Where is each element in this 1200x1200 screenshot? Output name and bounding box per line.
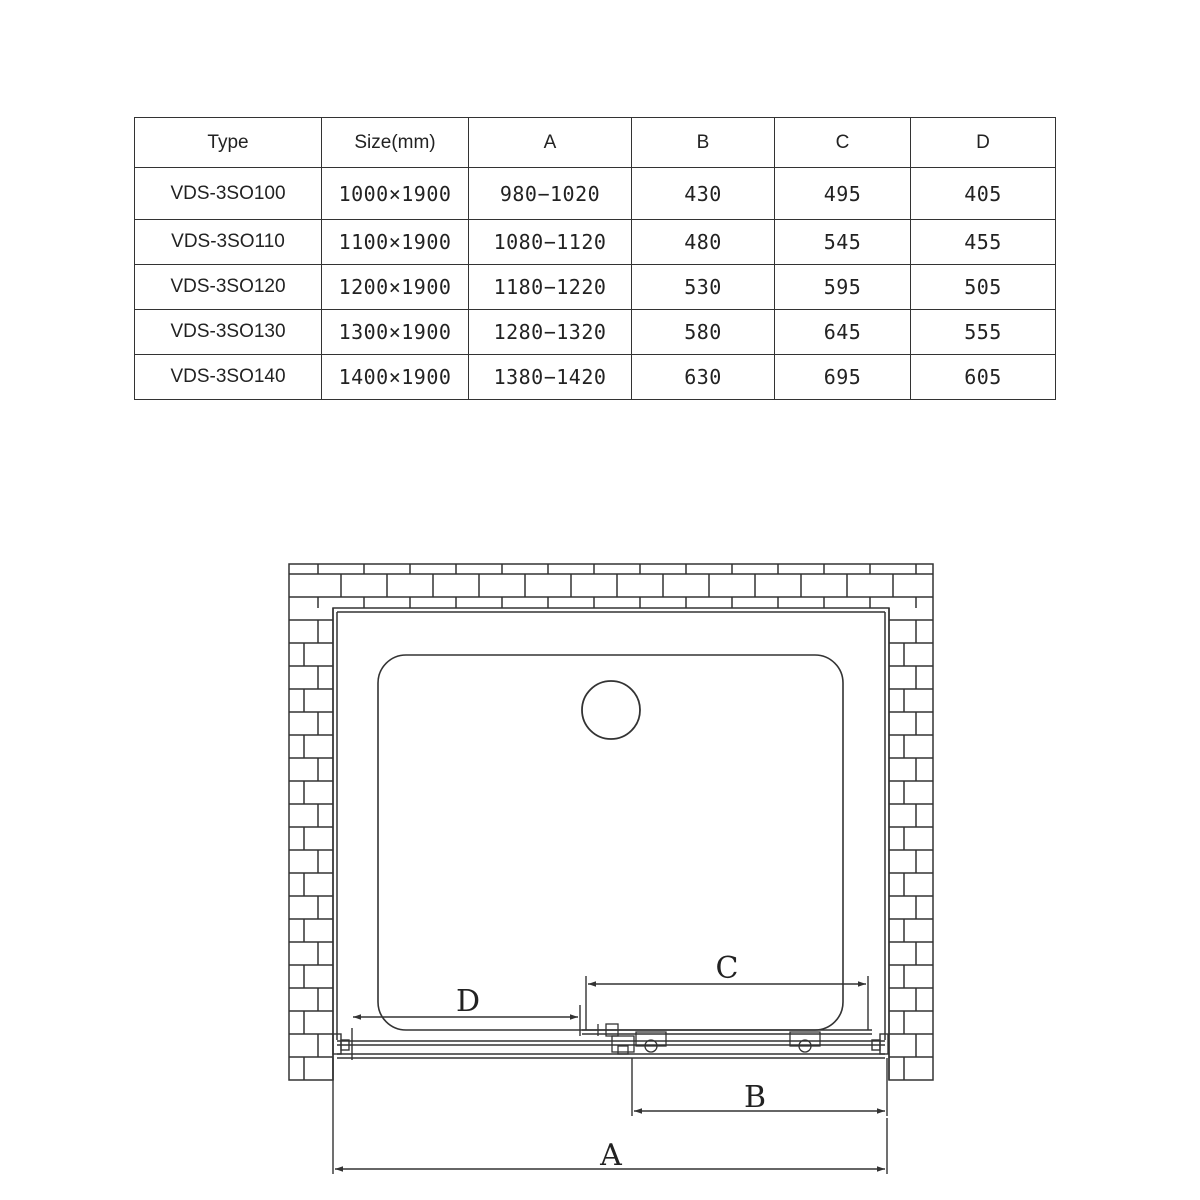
cell-a: 1080−1120 bbox=[469, 220, 632, 265]
cell-size: 1400×1900 bbox=[322, 355, 469, 400]
cell-size: 1000×1900 bbox=[322, 168, 469, 220]
header-a: A bbox=[469, 118, 632, 168]
cell-b: 530 bbox=[632, 265, 775, 310]
header-d: D bbox=[911, 118, 1056, 168]
cell-a: 1280−1320 bbox=[469, 310, 632, 355]
header-size: Size(mm) bbox=[322, 118, 469, 168]
cell-a: 980−1020 bbox=[469, 168, 632, 220]
dimension-b-label: B bbox=[743, 1080, 767, 1115]
drain-icon bbox=[582, 681, 640, 739]
cell-size: 1100×1900 bbox=[322, 220, 469, 265]
header-b: B bbox=[632, 118, 775, 168]
cell-d: 405 bbox=[911, 168, 1056, 220]
header-c: C bbox=[775, 118, 911, 168]
cell-size: 1200×1900 bbox=[322, 265, 469, 310]
cell-type: VDS-3SO130 bbox=[135, 310, 322, 355]
cell-type: VDS-3SO100 bbox=[135, 168, 322, 220]
cell-a: 1380−1420 bbox=[469, 355, 632, 400]
cell-b: 480 bbox=[632, 220, 775, 265]
cell-b: 430 bbox=[632, 168, 775, 220]
brick-wall bbox=[289, 564, 933, 1080]
cell-type: VDS-3SO110 bbox=[135, 220, 322, 265]
dimension-c-label: C bbox=[715, 951, 739, 986]
cell-d: 555 bbox=[911, 310, 1056, 355]
cell-type: VDS-3SO140 bbox=[135, 355, 322, 400]
cell-d: 605 bbox=[911, 355, 1056, 400]
cell-d: 505 bbox=[911, 265, 1056, 310]
dimension-a-label: A bbox=[600, 1138, 622, 1173]
cell-b: 630 bbox=[632, 355, 775, 400]
cell-a: 1180−1220 bbox=[469, 265, 632, 310]
cell-size: 1300×1900 bbox=[322, 310, 469, 355]
cell-c: 645 bbox=[775, 310, 911, 355]
cell-d: 455 bbox=[911, 220, 1056, 265]
shower-tray bbox=[378, 655, 843, 1030]
cell-c: 595 bbox=[775, 265, 911, 310]
cell-c: 695 bbox=[775, 355, 911, 400]
door-roller-icon bbox=[598, 1024, 820, 1054]
cell-type: VDS-3SO120 bbox=[135, 265, 322, 310]
cell-b: 580 bbox=[632, 310, 775, 355]
door-rail bbox=[333, 1028, 888, 1060]
cell-c: 495 bbox=[775, 168, 911, 220]
header-type: Type bbox=[135, 118, 322, 168]
dimension-d-label: D bbox=[455, 984, 481, 1019]
cell-c: 545 bbox=[775, 220, 911, 265]
